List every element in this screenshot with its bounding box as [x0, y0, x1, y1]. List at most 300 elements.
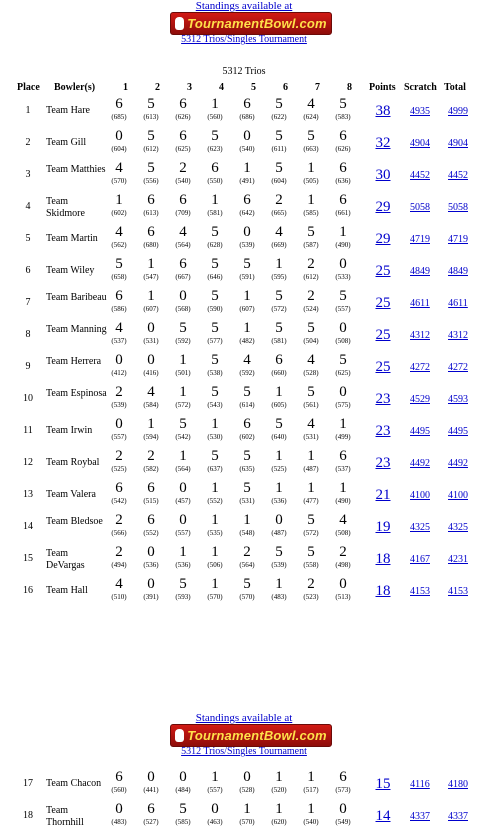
game-points: 1 [179, 544, 187, 560]
game-score: (628) [207, 241, 223, 249]
game-cell [330, 192, 356, 218]
game-score: (508) [335, 529, 351, 537]
game-score: (391) [143, 593, 159, 601]
col-game-6: 6 [283, 82, 288, 93]
column-header-row [0, 81, 488, 95]
game-cell [266, 512, 292, 538]
game-points: 1 [307, 192, 315, 208]
table-row [0, 96, 488, 128]
game-points: 4 [179, 224, 187, 240]
place-cell: 17 [23, 778, 33, 789]
scratch-link[interactable]: 4495 [410, 426, 430, 437]
game-cell [330, 769, 356, 795]
game-points: 2 [115, 544, 123, 560]
total-link[interactable]: 4272 [448, 362, 468, 373]
scratch-link[interactable]: 4904 [410, 138, 430, 149]
game-cell [298, 320, 324, 346]
page-header-top [0, 0, 488, 44]
table-row [0, 544, 488, 576]
place-cell: 15 [23, 553, 33, 564]
game-cell [170, 416, 196, 442]
table-row [0, 769, 488, 801]
game-points: 6 [211, 160, 219, 176]
game-points: 5 [275, 320, 283, 336]
scratch-link[interactable]: 4100 [410, 490, 430, 501]
place-cell: 7 [25, 297, 31, 308]
game-cell [170, 801, 196, 827]
game-score: (505) [303, 177, 319, 185]
game-points: 0 [115, 416, 123, 432]
game-points: 5 [147, 128, 155, 144]
game-cell [330, 480, 356, 506]
game-score: (524) [303, 305, 319, 313]
points-link[interactable]: 14 [375, 808, 391, 824]
points-link[interactable]: 25 [375, 359, 391, 375]
game-cell [106, 384, 132, 410]
game-cell [202, 544, 228, 570]
game-score: (583) [335, 113, 351, 121]
game-cell [298, 224, 324, 250]
scratch-link[interactable]: 4529 [410, 394, 430, 405]
game-points: 1 [179, 352, 187, 368]
game-points: 1 [243, 512, 251, 528]
game-points: 2 [275, 192, 283, 208]
game-points: 4 [115, 320, 123, 336]
game-points: 6 [147, 224, 155, 240]
total-link[interactable]: 4593 [448, 394, 468, 405]
game-score: (686) [239, 113, 255, 121]
game-points: 4 [307, 416, 315, 432]
game-points: 4 [115, 576, 123, 592]
game-cell [202, 288, 228, 314]
points-link[interactable]: 29 [375, 231, 391, 247]
game-cell [330, 128, 356, 154]
points-link[interactable]: 25 [375, 295, 391, 311]
game-points: 1 [275, 480, 283, 496]
total-link[interactable]: 4999 [448, 106, 468, 117]
game-cell [138, 160, 164, 186]
game-score: (568) [175, 305, 191, 313]
scratch-link[interactable]: 4116 [410, 779, 430, 790]
game-points: 0 [243, 769, 251, 785]
game-points: 6 [243, 192, 251, 208]
game-points: 5 [211, 256, 219, 272]
game-points: 5 [211, 288, 219, 304]
total-link[interactable]: 4337 [448, 811, 468, 822]
game-cell [298, 192, 324, 218]
game-score: (558) [303, 561, 319, 569]
game-cell [106, 448, 132, 474]
game-cell [202, 448, 228, 474]
game-points: 6 [147, 192, 155, 208]
game-score: (593) [175, 593, 191, 601]
game-points: 5 [243, 576, 251, 592]
game-score: (482) [239, 337, 255, 345]
game-cell [106, 480, 132, 506]
points-link[interactable]: 23 [375, 423, 391, 439]
game-points: 1 [211, 96, 219, 112]
team-name: Team Wiley [46, 265, 95, 276]
total-link[interactable]: 4849 [448, 266, 468, 277]
game-cell [202, 769, 228, 795]
game-cell [106, 512, 132, 538]
game-points: 5 [275, 160, 283, 176]
game-cell [266, 448, 292, 474]
team-name: Team Hall [46, 585, 88, 596]
game-score: (623) [207, 145, 223, 153]
game-score: (566) [111, 529, 127, 537]
points-link[interactable]: 21 [375, 487, 391, 503]
game-score: (560) [207, 113, 223, 121]
game-points: 5 [211, 384, 219, 400]
total-link[interactable]: 4312 [448, 330, 468, 341]
total-link[interactable]: 4719 [448, 234, 468, 245]
points-link[interactable]: 30 [375, 167, 391, 183]
game-cell [298, 256, 324, 282]
game-score: (515) [143, 497, 159, 505]
total-link[interactable]: 4180 [448, 779, 468, 790]
standings-link[interactable]: Standings available at [195, 0, 293, 12]
game-score: (557) [175, 529, 191, 537]
game-cell [234, 96, 260, 122]
game-cell [170, 769, 196, 795]
game-points: 1 [179, 448, 187, 464]
place-cell: 8 [25, 329, 31, 340]
game-points: 5 [179, 416, 187, 432]
game-score: (595) [271, 273, 287, 281]
game-score: (538) [207, 369, 223, 377]
game-score: (513) [335, 593, 351, 601]
game-points: 2 [115, 512, 123, 528]
game-score: (484) [175, 786, 191, 794]
game-cell [138, 512, 164, 538]
game-score: (663) [303, 145, 319, 153]
game-cell [330, 320, 356, 346]
game-cell [138, 256, 164, 282]
tournament-link[interactable]: 5312 Trios/Singles Tournament [181, 746, 307, 757]
col-game-5: 5 [251, 82, 256, 93]
scratch-link[interactable]: 4337 [410, 811, 430, 822]
points-link[interactable]: 29 [375, 199, 391, 215]
game-points: 6 [339, 192, 347, 208]
game-cell [266, 128, 292, 154]
game-score: (540) [239, 145, 255, 153]
team-name: Team Manning [46, 324, 107, 335]
game-cell [298, 576, 324, 602]
game-cell [106, 256, 132, 282]
game-score: (572) [303, 529, 319, 537]
game-score: (539) [239, 241, 255, 249]
place-cell: 13 [23, 489, 33, 500]
game-score: (552) [143, 529, 159, 537]
game-cell [138, 352, 164, 378]
game-cell [298, 128, 324, 154]
game-score: (499) [335, 433, 351, 441]
game-points: 6 [115, 769, 123, 785]
points-link[interactable]: 23 [375, 455, 391, 471]
game-score: (581) [271, 337, 287, 345]
game-score: (506) [207, 561, 223, 569]
team-name: Team Skidmore [46, 196, 85, 219]
table-row [0, 320, 488, 352]
scratch-link[interactable]: 4312 [410, 330, 430, 341]
game-score: (535) [207, 529, 223, 537]
game-cell [170, 384, 196, 410]
game-points: 6 [115, 96, 123, 112]
total-link[interactable]: 4904 [448, 138, 468, 149]
game-points: 5 [211, 352, 219, 368]
game-score: (669) [271, 241, 287, 249]
game-score: (592) [175, 337, 191, 345]
game-points: 5 [307, 320, 315, 336]
points-link[interactable]: 18 [375, 583, 391, 599]
scratch-link[interactable]: 4935 [410, 106, 430, 117]
game-score: (611) [271, 145, 287, 153]
game-points: 6 [115, 480, 123, 496]
game-cell [266, 384, 292, 410]
col-game-4: 4 [219, 82, 224, 93]
game-score: (517) [303, 786, 319, 794]
col-game-8: 8 [347, 82, 352, 93]
game-cell [234, 769, 260, 795]
scratch-link[interactable]: 4167 [410, 554, 430, 565]
points-link[interactable]: 25 [375, 263, 391, 279]
table-row [0, 192, 488, 224]
scratch-link[interactable]: 4452 [410, 170, 430, 181]
total-link[interactable]: 4325 [448, 522, 468, 533]
game-score: (491) [239, 177, 255, 185]
tournamentbowl-logo[interactable] [170, 12, 332, 35]
game-cell [106, 96, 132, 122]
place-cell: 3 [25, 169, 31, 180]
game-score: (562) [111, 241, 127, 249]
game-score: (585) [175, 818, 191, 826]
game-score: (531) [143, 337, 159, 345]
game-score: (573) [335, 786, 351, 794]
game-points: 0 [147, 769, 155, 785]
table-row [0, 384, 488, 416]
game-cell [298, 448, 324, 474]
game-cell [202, 320, 228, 346]
game-score: (530) [207, 433, 223, 441]
game-score: (525) [271, 465, 287, 473]
game-score: (556) [143, 177, 159, 185]
game-points: 1 [275, 576, 283, 592]
game-points: 1 [211, 416, 219, 432]
points-link[interactable]: 19 [375, 519, 391, 535]
game-cell [106, 416, 132, 442]
game-cell [266, 224, 292, 250]
game-cell [266, 416, 292, 442]
scratch-link[interactable]: 4272 [410, 362, 430, 373]
place-cell: 2 [25, 137, 31, 148]
game-score: (575) [335, 401, 351, 409]
game-points: 2 [243, 544, 251, 560]
game-score: (570) [207, 593, 223, 601]
game-score: (520) [271, 786, 287, 794]
game-points: 4 [307, 96, 315, 112]
game-points: 5 [307, 384, 315, 400]
scratch-link[interactable]: 4719 [410, 234, 430, 245]
total-link[interactable]: 5058 [448, 202, 468, 213]
game-cell [170, 160, 196, 186]
game-cell [202, 480, 228, 506]
game-cell [298, 480, 324, 506]
game-points: 2 [307, 256, 315, 272]
game-cell [234, 352, 260, 378]
scratch-link[interactable]: 4849 [410, 266, 430, 277]
total-link[interactable]: 4611 [448, 298, 468, 309]
game-score: (537) [335, 465, 351, 473]
game-points: 6 [147, 512, 155, 528]
game-points: 5 [275, 544, 283, 560]
game-points: 5 [339, 288, 347, 304]
game-cell [202, 416, 228, 442]
game-points: 5 [307, 512, 315, 528]
game-points: 5 [115, 256, 123, 272]
game-points: 0 [243, 224, 251, 240]
game-cell [234, 128, 260, 154]
game-score: (585) [303, 209, 319, 217]
game-cell [170, 512, 196, 538]
game-score: (550) [207, 177, 223, 185]
game-cell [266, 160, 292, 186]
total-link[interactable]: 4452 [448, 170, 468, 181]
place-cell: 9 [25, 361, 31, 372]
game-score: (412) [111, 369, 127, 377]
game-cell [106, 192, 132, 218]
game-score: (626) [335, 145, 351, 153]
game-cell [138, 384, 164, 410]
game-points: 5 [307, 224, 315, 240]
game-score: (542) [175, 433, 191, 441]
game-points: 6 [179, 192, 187, 208]
game-points: 5 [275, 96, 283, 112]
game-cell [138, 224, 164, 250]
points-link[interactable]: 23 [375, 391, 391, 407]
team-name: Team Espinosa [46, 388, 107, 399]
game-points: 5 [211, 320, 219, 336]
game-points: 1 [211, 480, 219, 496]
col-place: Place [17, 82, 40, 93]
game-score: (658) [111, 273, 127, 281]
game-points: 5 [243, 448, 251, 464]
table-row [0, 160, 488, 192]
points-link[interactable]: 15 [375, 776, 391, 792]
game-cell [330, 160, 356, 186]
points-link[interactable]: 38 [375, 103, 391, 119]
game-score: (547) [143, 273, 159, 281]
total-link[interactable]: 4100 [448, 490, 468, 501]
game-cell [170, 224, 196, 250]
game-points: 0 [179, 480, 187, 496]
game-cell [298, 352, 324, 378]
total-link[interactable]: 4495 [448, 426, 468, 437]
game-points: 1 [339, 224, 347, 240]
game-cell [330, 512, 356, 538]
game-points: 5 [307, 544, 315, 560]
game-points: 6 [243, 96, 251, 112]
game-score: (531) [239, 497, 255, 505]
game-score: (548) [239, 529, 255, 537]
place-cell: 11 [23, 425, 33, 436]
tournament-link[interactable]: 5312 Trios/Singles Tournament [181, 34, 307, 45]
game-score: (561) [303, 401, 319, 409]
scratch-link[interactable]: 5058 [410, 202, 430, 213]
game-points: 0 [115, 128, 123, 144]
game-score: (490) [335, 497, 351, 505]
game-cell [170, 128, 196, 154]
game-cell [234, 192, 260, 218]
table-row [0, 448, 488, 480]
scratch-link[interactable]: 4611 [410, 298, 430, 309]
game-cell [298, 384, 324, 410]
game-cell [266, 96, 292, 122]
game-points: 1 [243, 160, 251, 176]
game-score: (533) [335, 273, 351, 281]
table-row [0, 288, 488, 320]
total-link[interactable]: 4231 [448, 554, 468, 565]
game-points: 1 [275, 256, 283, 272]
game-cell [266, 576, 292, 602]
game-cell [202, 801, 228, 827]
standings-link[interactable]: Standings available at [195, 712, 293, 724]
game-cell [138, 416, 164, 442]
points-link[interactable]: 18 [375, 551, 391, 567]
game-cell [138, 576, 164, 602]
game-points: 5 [211, 128, 219, 144]
table-row [0, 256, 488, 288]
game-score: (564) [175, 241, 191, 249]
col-game-3: 3 [187, 82, 192, 93]
game-cell [330, 448, 356, 474]
game-cell [234, 512, 260, 538]
game-score: (660) [271, 369, 287, 377]
game-cell [298, 416, 324, 442]
game-points: 1 [339, 480, 347, 496]
scratch-link[interactable]: 4153 [410, 586, 430, 597]
total-link[interactable]: 4153 [448, 586, 468, 597]
game-points: 0 [339, 384, 347, 400]
game-score: (494) [111, 561, 127, 569]
game-score: (582) [143, 465, 159, 473]
game-score: (586) [111, 305, 127, 313]
game-score: (570) [239, 818, 255, 826]
game-score: (525) [111, 465, 127, 473]
points-link[interactable]: 25 [375, 327, 391, 343]
game-points: 1 [211, 192, 219, 208]
game-score: (572) [175, 401, 191, 409]
game-cell [266, 320, 292, 346]
game-score: (536) [143, 561, 159, 569]
col-game-1: 1 [123, 82, 128, 93]
game-cell [202, 160, 228, 186]
team-name: Team Valera [46, 489, 96, 500]
game-score: (605) [271, 401, 287, 409]
table-row [0, 224, 488, 256]
game-cell [170, 352, 196, 378]
game-points: 0 [179, 769, 187, 785]
scratch-link[interactable]: 4325 [410, 522, 430, 533]
tournamentbowl-logo[interactable] [170, 724, 332, 747]
game-points: 0 [147, 320, 155, 336]
team-name: Team Matthies [46, 164, 106, 175]
scratch-link[interactable]: 4492 [410, 458, 430, 469]
total-link[interactable]: 4492 [448, 458, 468, 469]
game-cell [234, 544, 260, 570]
game-points: 2 [147, 448, 155, 464]
points-link[interactable]: 32 [375, 135, 391, 151]
